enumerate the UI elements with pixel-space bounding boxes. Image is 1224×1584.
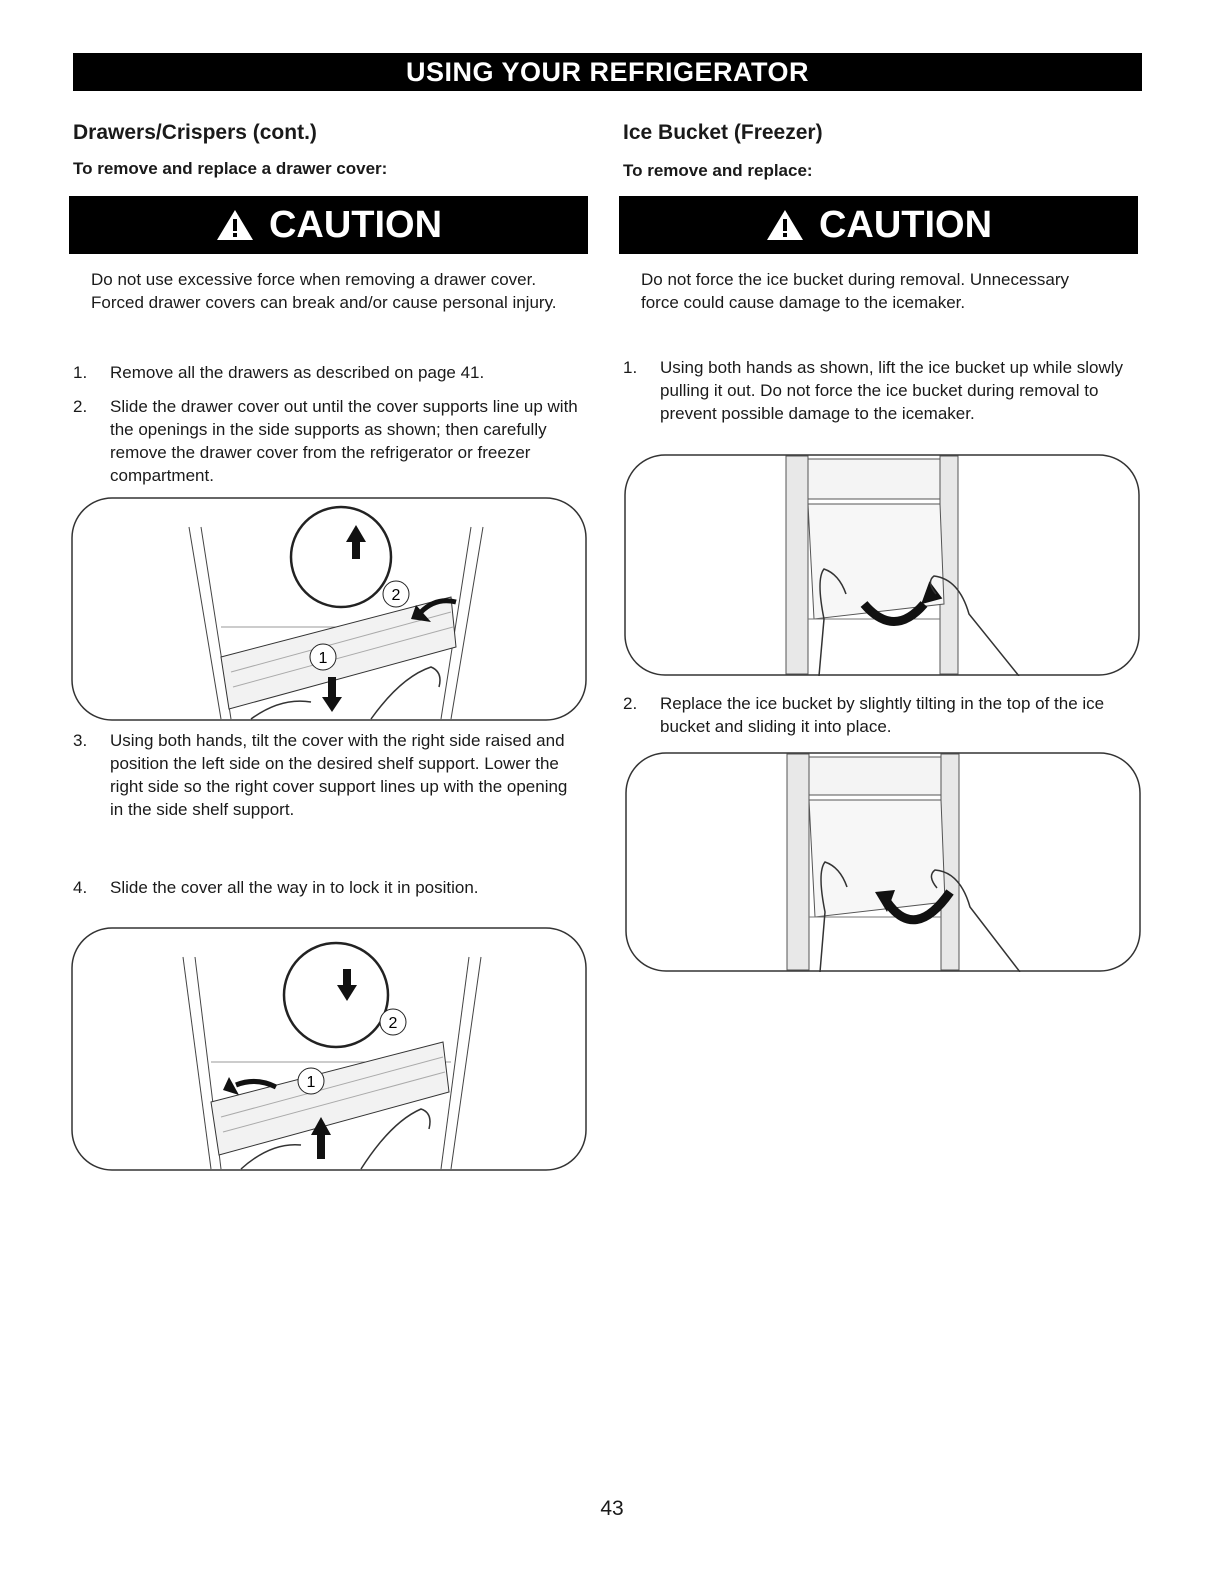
caution-banner-right [619,196,1138,254]
subtitle-remove-replace: To remove and replace: [623,161,813,180]
caution-banner-left [69,196,588,254]
caution-text-right: Do not force the ice bucket during removal. Unnecessary force could cause damage to the icemaker. [641,270,1070,312]
list-item: 2. Slide the drawer cover out until the cover supports line up with the openings in the side supports as shown; then carefully remove the drawer cover from the refrigerator or freezer compartment. [73,397,578,485]
list-item: 1. Remove all the drawers as described on page 41. [73,363,485,382]
figure-callout-2: 2 [388,1015,398,1032]
list-item: 2. Replace the ice bucket by slightly tilting in the top of the ice bucket and sliding it into place. [623,694,1105,736]
figure-callout-1: 1 [318,650,328,667]
ice-bucket-replacement-illustration [625,752,1141,972]
caution-label-left: CAUTION [268,203,443,246]
warning-triangle-icon [765,208,805,242]
figure-callout-2: 2 [391,587,401,604]
warning-triangle-icon [215,208,255,242]
subtitle-drawer-cover: To remove and replace a drawer cover: [73,159,388,178]
list-item: 3. Using both hands, tilt the cover with the right side raised and position the left side on the desired shelf support. Lower the right side so the right cover support lines up with the opening in the side shelf support. [73,731,568,819]
list-item: 1. Using both hands as shown, lift the ice bucket up while slowly pulling it out. Do not force the ice bucket during removal to prevent possible damage to the icemaker. [623,358,1124,423]
page-number: 43 [600,1497,624,1520]
drawer-cover-replacement-illustration [71,927,587,1171]
figure-callout-1: 1 [306,1074,316,1091]
caution-text-left: Do not use excessive force when removing a drawer cover. Forced drawer covers can break and/or cause personal injury. [91,270,557,312]
caution-label-right: CAUTION [818,203,993,246]
ice-bucket-removal-illustration [624,454,1140,676]
section-title-drawers: Drawers/Crispers (cont.) [73,121,317,144]
section-title-ice-bucket: Ice Bucket (Freezer) [623,121,823,144]
list-item: 4. Slide the cover all the way in to lock it in position. [73,878,479,897]
page-header-banner: USING YOUR REFRIGERATOR [73,53,1142,91]
drawer-cover-removal-illustration [71,497,587,721]
